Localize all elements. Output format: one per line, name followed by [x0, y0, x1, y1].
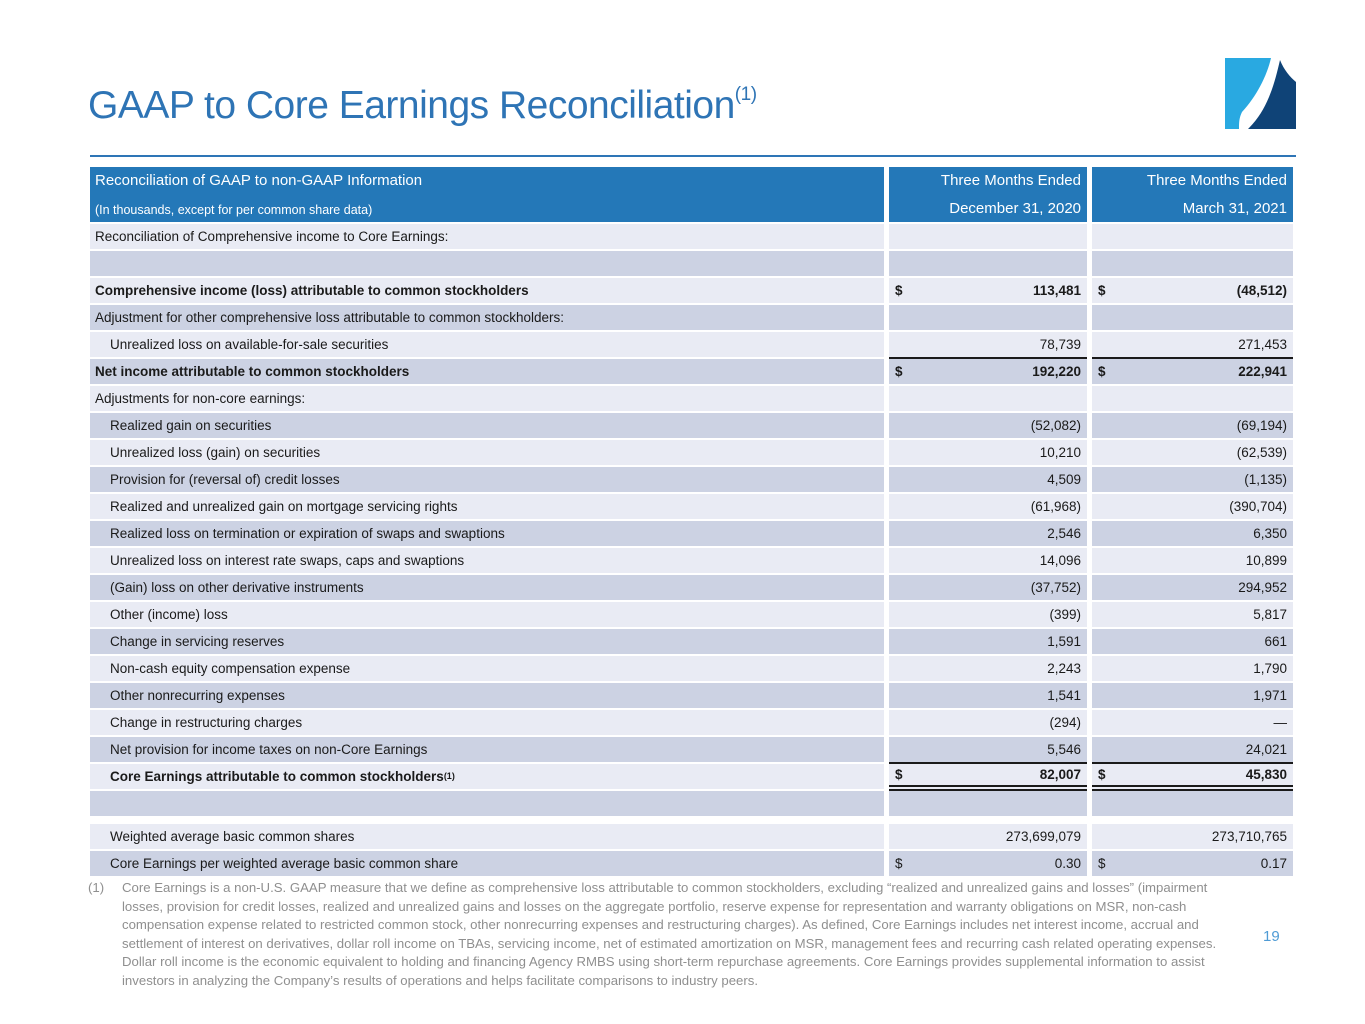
value-cell [889, 440, 1087, 467]
table-row [90, 548, 1293, 575]
row-label: Other nonrecurring expenses [90, 683, 884, 710]
header-period2-line2: March 31, 2021 [1182, 200, 1287, 217]
table-header-row [90, 167, 1293, 222]
table-row [90, 791, 1293, 818]
value-number: (1,135) [1244, 472, 1287, 487]
row-label: Realized loss on termination or expiration of swaps and swaptions [90, 521, 884, 548]
table-row [90, 278, 1293, 305]
row-label: (Gain) loss on other derivative instruments [90, 575, 884, 602]
value-number: 192,220 [1032, 364, 1081, 379]
value-number: 5,817 [1253, 607, 1287, 622]
value-cell [889, 332, 1087, 359]
value-number: 10,899 [1245, 553, 1287, 568]
value-cell [889, 251, 1087, 278]
value-number: 1,790 [1253, 661, 1287, 676]
table-row [90, 224, 1293, 251]
footnote [88, 879, 1238, 991]
table-row [90, 332, 1293, 359]
header-label-cell [90, 167, 884, 222]
table-row [90, 710, 1293, 737]
value-number: 10,210 [1039, 445, 1081, 460]
header-label-line1: Reconciliation of GAAP to non-GAAP Information [95, 172, 423, 189]
currency-symbol: $ [895, 364, 903, 379]
value-cell [1092, 386, 1293, 413]
row-label [90, 791, 884, 818]
value-cell [1092, 359, 1293, 386]
value-number: 4,509 [1047, 472, 1081, 487]
row-label: Other (income) loss [90, 602, 884, 629]
value-cell [1092, 575, 1293, 602]
footnote-text: Core Earnings is a non-U.S. GAAP measure that we define as comprehensive loss attributable to common stockholders, excluding “realized and unrealized gains and losses” (impairment losses, provision for credit losses, realized and unrealized gains and losses on the aggregate portfolio, reserve expense for representation and warranty obligations on MSR, non-cash compensation expense related to restricted common stock, other nonrecurring expenses and restructuring charges). As defined, Core Earnings includes net interest income, accrual and settlement of interest on derivatives, dollar roll income on TBAs, servicing income, net of estimated amortization on MSR, management fees and recurring cash related operating expenses. Dollar roll income is the economic equivalent to holding and financing Agency RMBS using short-term repurchase agreements. Core Earnings provides supplemental information to assist investors in analyzing the Company’s results of operations and helps facilitate comparisons to industry peers. [122, 880, 1217, 988]
value-cell [889, 824, 1087, 851]
value-cell [1092, 224, 1293, 251]
value-cell [1092, 824, 1293, 851]
value-cell [1092, 656, 1293, 683]
value-number: 113,481 [1032, 283, 1081, 298]
row-label: Unrealized loss (gain) on securities [90, 440, 884, 467]
value-number: (62,539) [1236, 445, 1287, 460]
row-label: Core Earnings per weighted average basic common share [90, 851, 884, 878]
currency-symbol: $ [1098, 283, 1106, 298]
table-row [90, 764, 1293, 791]
value-cell [889, 602, 1087, 629]
value-cell [889, 467, 1087, 494]
value-number: (48,512) [1236, 283, 1287, 298]
value-cell [1092, 278, 1293, 305]
table-row [90, 467, 1293, 494]
value-number: 273,710,765 [1211, 829, 1287, 844]
table-row [90, 656, 1293, 683]
value-cell [1092, 467, 1293, 494]
value-number: 222,941 [1238, 364, 1287, 379]
value-cell [889, 764, 1087, 791]
value-number: (52,082) [1030, 418, 1081, 433]
table-row [90, 824, 1293, 851]
row-label: Net provision for income taxes on non-Core Earnings [90, 737, 884, 764]
page-title-footnote-ref: (1) [734, 84, 757, 105]
value-cell [889, 629, 1087, 656]
value-cell [1092, 251, 1293, 278]
header-period2-line1: Three Months Ended [1146, 172, 1287, 189]
value-cell [1092, 440, 1293, 467]
value-cell [1092, 332, 1293, 359]
reconciliation-table [90, 167, 1293, 878]
table-row [90, 251, 1293, 278]
value-cell [1092, 629, 1293, 656]
value-cell [1092, 851, 1293, 878]
value-cell [889, 494, 1087, 521]
value-cell [889, 683, 1087, 710]
value-number: 0.30 [1054, 856, 1081, 871]
value-number: 6,350 [1253, 526, 1287, 541]
value-cell [889, 710, 1087, 737]
row-label [90, 251, 884, 278]
row-label: Realized gain on securities [90, 413, 884, 440]
value-cell [1092, 710, 1293, 737]
value-cell [889, 737, 1087, 764]
value-number: (390,704) [1229, 499, 1287, 514]
currency-symbol: $ [1098, 767, 1106, 782]
table-row [90, 413, 1293, 440]
value-cell [889, 548, 1087, 575]
table-row [90, 386, 1293, 413]
page-title-text: GAAP to Core Earnings Reconciliation [88, 84, 735, 127]
value-cell [889, 413, 1087, 440]
table-row [90, 440, 1293, 467]
value-number: 5,546 [1047, 742, 1081, 757]
value-cell [889, 656, 1087, 683]
value-cell [1092, 737, 1293, 764]
value-cell [1092, 791, 1293, 818]
value-cell [1092, 602, 1293, 629]
company-logo [1225, 58, 1296, 129]
currency-symbol: $ [895, 767, 903, 782]
value-number: 294,952 [1238, 580, 1287, 595]
row-label: Unrealized loss on available-for-sale securities [90, 332, 884, 359]
table-row [90, 494, 1293, 521]
table-row [90, 521, 1293, 548]
table-row [90, 629, 1293, 656]
table-row [90, 305, 1293, 332]
value-cell [1092, 548, 1293, 575]
row-label: Non-cash equity compensation expense [90, 656, 884, 683]
table-row [90, 683, 1293, 710]
value-number: 1,971 [1253, 688, 1287, 703]
page-title [88, 76, 757, 129]
row-label: Change in servicing reserves [90, 629, 884, 656]
value-number: (69,194) [1236, 418, 1287, 433]
header-label-line2: (In thousands, except for per common share data) [95, 203, 373, 217]
value-number: 2,546 [1047, 526, 1081, 541]
header-period2-cell [1092, 167, 1293, 222]
value-number: (37,752) [1030, 580, 1081, 595]
row-label: Reconciliation of Comprehensive income to Core Earnings: [90, 224, 884, 251]
value-number: (61,968) [1030, 499, 1081, 514]
value-number: 82,007 [1039, 767, 1081, 782]
value-cell [889, 851, 1087, 878]
table-row [90, 575, 1293, 602]
value-cell [889, 359, 1087, 386]
value-cell [1092, 413, 1293, 440]
row-label: Adjustment for other comprehensive loss attributable to common stockholders: [90, 305, 884, 332]
value-cell [1092, 764, 1293, 791]
value-cell [1092, 305, 1293, 332]
table-row [90, 851, 1293, 878]
value-cell [889, 224, 1087, 251]
value-number: (294) [1049, 715, 1081, 730]
row-label: Weighted average basic common shares [90, 824, 884, 851]
value-number: 273,699,079 [1005, 829, 1081, 844]
row-label: Comprehensive income (loss) attributable to common stockholders [90, 278, 884, 305]
table-row [90, 602, 1293, 629]
value-number: 2,243 [1047, 661, 1081, 676]
table-body [90, 224, 1293, 878]
currency-symbol: $ [895, 856, 903, 871]
value-cell [889, 791, 1087, 818]
row-label: Provision for (reversal of) credit losses [90, 467, 884, 494]
value-number: 661 [1264, 634, 1287, 649]
row-label: Net income attributable to common stockholders [90, 359, 884, 386]
value-cell [889, 386, 1087, 413]
value-cell [889, 305, 1087, 332]
header-period1-line1: Three Months Ended [940, 172, 1081, 189]
value-number: 1,591 [1047, 634, 1081, 649]
value-cell [1092, 683, 1293, 710]
value-number: 24,021 [1245, 742, 1287, 757]
value-number: 14,096 [1039, 553, 1081, 568]
row-label: Adjustments for non-core earnings: [90, 386, 884, 413]
table-row [90, 737, 1293, 764]
value-cell [889, 575, 1087, 602]
footnote-marker: (1) [88, 880, 105, 895]
header-period1-line2: December 31, 2020 [949, 200, 1081, 217]
value-cell [1092, 521, 1293, 548]
value-number: 45,830 [1245, 767, 1287, 782]
row-label: Core Earnings attributable to common stockholders $^{(1)}$ [90, 764, 884, 791]
value-cell [889, 278, 1087, 305]
value-number: 0.17 [1260, 856, 1287, 871]
value-number: 78,739 [1039, 337, 1081, 352]
header-period1-cell [889, 167, 1087, 222]
table-row [90, 359, 1293, 386]
value-cell [889, 521, 1087, 548]
row-label: Change in restructuring charges [90, 710, 884, 737]
currency-symbol: $ [895, 283, 903, 298]
value-number: 1,541 [1047, 688, 1081, 703]
row-label: Realized and unrealized gain on mortgage servicing rights [90, 494, 884, 521]
value-number: 271,453 [1238, 337, 1287, 352]
title-divider [90, 155, 1296, 157]
value-number: — [1273, 715, 1287, 730]
page-number: 19 [1263, 928, 1280, 945]
value-number: (399) [1049, 607, 1081, 622]
currency-symbol: $ [1098, 856, 1106, 871]
value-cell [1092, 494, 1293, 521]
row-label: Unrealized loss on interest rate swaps, caps and swaptions [90, 548, 884, 575]
currency-symbol: $ [1098, 364, 1106, 379]
